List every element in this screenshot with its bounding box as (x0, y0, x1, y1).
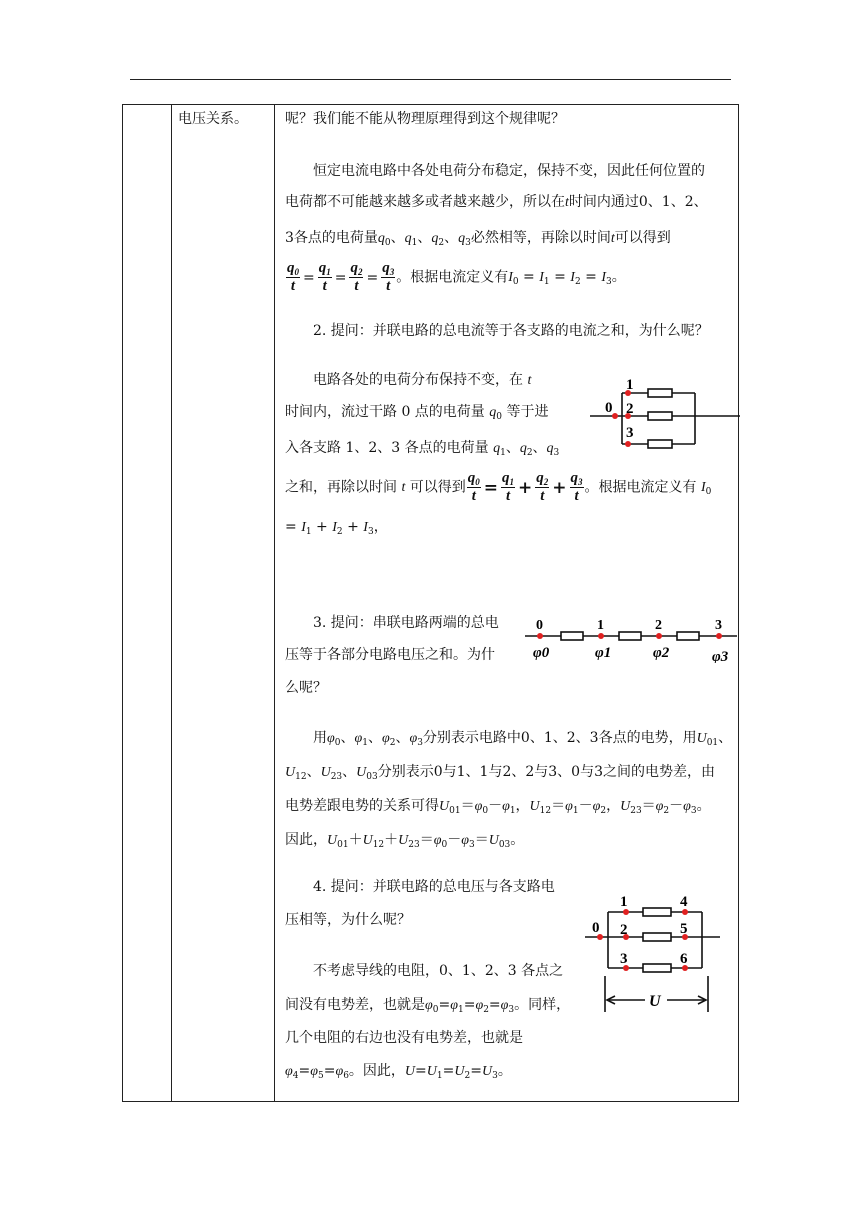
series-current-formula: $\frac{q_0}{t}$ = $\frac{q_1}{t}$ = $\frac{q_2}{t}$ = $\frac{q_3}{t}$ 。根据电流定义有$I_0 = I_1 = I_2 = I_3$。 (287, 260, 626, 294)
series-label-0: 0 (536, 618, 543, 633)
pv-label-1: 1 (620, 894, 628, 910)
series-label-1: 1 (597, 618, 604, 633)
parallel-voltage-line4: $\varphi_4=\varphi_5=\varphi_6$。因此，$U=U_1=U_2=U_3$。 (285, 1063, 512, 1081)
pv-label-4: 4 (680, 894, 688, 910)
parallel-current-line3: 入各支路 1、2、3 各点的电荷量 $q_1$、$q_2$、$q_3$ (285, 440, 560, 458)
series-voltage-line3: 电势差跟电势的关系可得$U_{01}=\varphi_0-\varphi_1$，$U_{12}=\varphi_1-\varphi_2$，$U_{23}=\varphi_2-\varphi_3$。 (285, 798, 711, 816)
series-circuit-figure (525, 613, 740, 663)
parallel-current-line5: = $I_1 + I_2 + I_3$， (285, 519, 388, 537)
pv-label-2: 2 (620, 922, 628, 938)
series-current-line1: 恒定电流电路中各处电荷分布稳定，保持不变，因此任何位置的 (313, 163, 705, 179)
series-voltage-line4: 因此，$U_{01}+U_{12}+U_{23}=\varphi_0-\varphi_3=U_{03}$。 (285, 832, 525, 850)
parallel-voltage-line3: 几个电阻的右边也没有电势差，也就是 (285, 1030, 523, 1046)
label-node-0: 0 (605, 400, 613, 416)
question-3-line1: 3. 提问：串联电路两端的总电 (313, 615, 499, 631)
series-label-3: 3 (715, 618, 722, 633)
parallel-current-line4: 之和，再除以时间 t 可以得到 $\frac{q_0}{t}$ = $\frac{q_1}{t}$ + $\frac{q_2}{t}$ + $\frac{q_3}{t}$ 。根据电流定义有 $I_0$ (285, 470, 712, 504)
label-node-3: 3 (626, 425, 634, 441)
intro-question: 呢？我们能不能从物理原理得到这个规律呢？ (285, 111, 565, 127)
parallel-current-circuit-figure (590, 372, 740, 454)
pv-label-3: 3 (620, 951, 628, 967)
label-node-2: 2 (626, 401, 634, 417)
parallel-voltage-line1: 不考虑导线的电阻，0、1、2、3 各点之 (313, 963, 564, 979)
table-divider-2 (274, 105, 275, 1101)
parallel-current-line1: 电路各处的电荷分布保持不变，在 t (313, 372, 532, 388)
question-3-line2: 压等于各部分电路电压之和。为什 (285, 647, 495, 663)
header-rule (130, 79, 731, 80)
series-voltage-line2: $U_{12}$、$U_{23}$、$U_{03}$分别表示0与1、1与2、2与3、0与3之间的电势差，由 (285, 764, 715, 782)
question-2: 2. 提问：并联电路的总电流等于各支路的电流之和，为什么呢？ (313, 323, 709, 339)
label-node-1: 1 (626, 377, 634, 393)
pv-label-U: U (649, 993, 661, 1010)
table-divider-1 (171, 105, 172, 1101)
question-3-line3: 么呢？ (285, 680, 327, 696)
pv-label-0: 0 (592, 920, 600, 936)
series-current-line3: 3各点的电荷量$q_0$、$q_1$、$q_2$、$q_3$必然相等，再除以时间t可以得到 (285, 230, 671, 248)
series-phi-1: φ1 (595, 645, 612, 661)
pv-label-5: 5 (680, 921, 688, 937)
question-4-line2: 压相等，为什么呢？ (285, 912, 411, 928)
series-phi-0: φ0 (533, 645, 550, 661)
parallel-voltage-circuit-figure (585, 890, 720, 1015)
series-label-2: 2 (655, 618, 662, 633)
node-3 (625, 441, 631, 447)
parallel-voltage-line2: 间没有电势差，也就是$\varphi_0=\varphi_1=\varphi_2=\varphi_3$。同样， (285, 997, 571, 1015)
node-0 (612, 413, 618, 419)
parallel-current-line2: 时间内，流过干路 0 点的电荷量 $q_0$ 等于进 (285, 404, 549, 422)
series-current-line2: 电荷都不可能越来越多或者越来越少，所以在t时间内通过0、1、2、 (285, 194, 708, 210)
pv-label-6: 6 (680, 951, 688, 967)
left-cell-text: 电压关系。 (178, 111, 248, 127)
series-voltage-line1: 用$\varphi_0$、$\varphi_1$、$\varphi_2$、$\varphi_3$分别表示电路中0、1、2、3各点的电势，用$U_{01}$、 (313, 730, 733, 748)
series-phi-2: φ2 (653, 645, 670, 661)
series-phi-3: φ3 (712, 649, 729, 663)
question-4-line1: 4. 提问：并联电路的总电压与各支路电 (313, 879, 555, 895)
